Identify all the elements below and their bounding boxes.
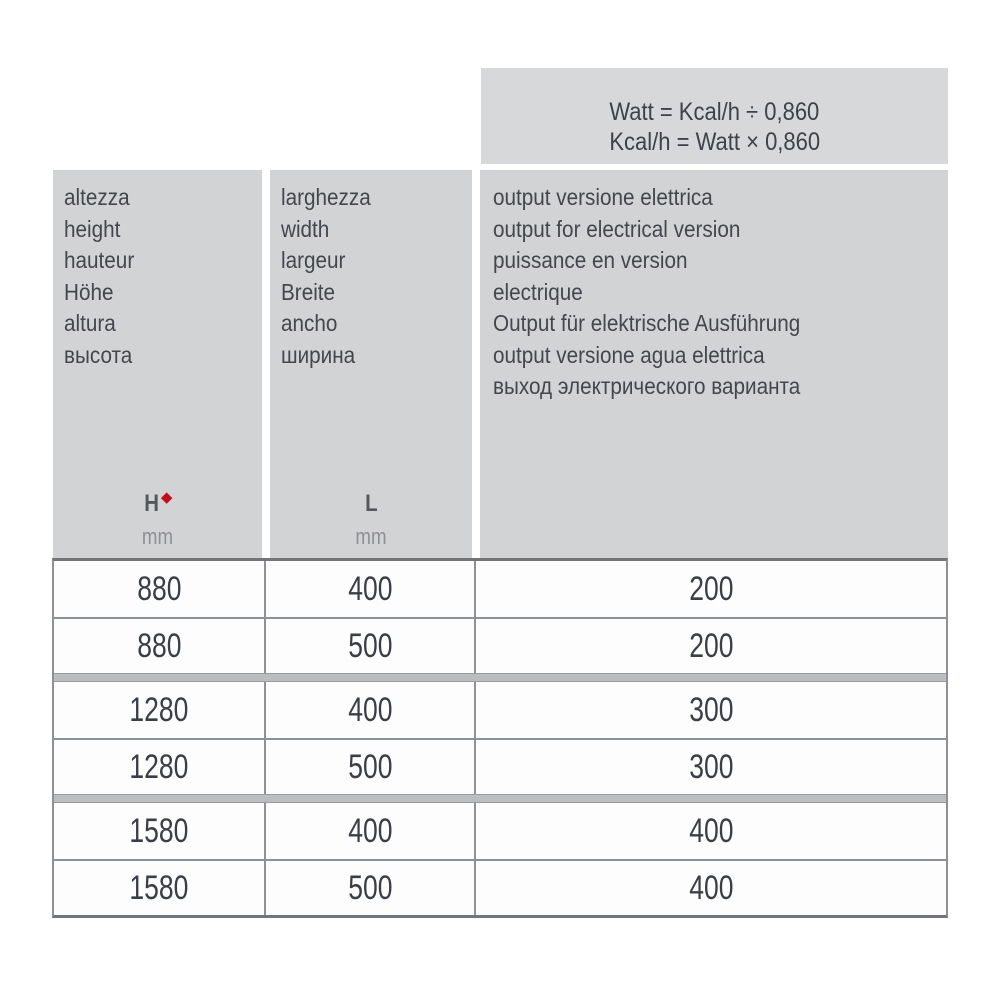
output-label: output versione elettrica (493, 184, 713, 210)
height-cell (54, 619, 264, 673)
width-label-list (270, 170, 472, 371)
output-label: Output für elektrische Ausführung (493, 310, 801, 336)
cell-value: 400 (347, 690, 393, 729)
output-label: output versione agua elettrica (493, 341, 765, 368)
cell-value: 1580 (129, 868, 189, 907)
height-cell (54, 682, 264, 738)
output-column-header (480, 170, 948, 558)
cell-value: 200 (688, 626, 734, 665)
table-row (54, 859, 946, 915)
output-cell (476, 740, 946, 794)
cell-value: 500 (347, 868, 393, 907)
height-label: hauteur (64, 247, 135, 273)
cell-value: 400 (688, 868, 734, 907)
cell-value: 300 (688, 747, 734, 786)
width-cell (264, 740, 476, 794)
cell-value: 400 (347, 811, 393, 850)
conversion-formula-box (481, 68, 948, 164)
width-cell (264, 682, 476, 738)
height-label: Höhe (64, 278, 114, 305)
cell-value: 400 (688, 811, 734, 850)
width-label: width (281, 215, 330, 242)
spec-table (52, 558, 948, 918)
height-symbol-line (53, 483, 262, 522)
output-cell (476, 803, 946, 859)
height-symbol: H (143, 490, 159, 517)
width-label: ancho (281, 310, 338, 336)
width-symbol-line (270, 489, 472, 522)
width-column-header (270, 170, 472, 558)
height-column-header (53, 170, 262, 558)
height-label: altezza (64, 184, 130, 210)
height-cell (54, 740, 264, 794)
red-diamond-icon: ◆ (160, 489, 173, 506)
output-label: output for electrical version (493, 215, 741, 242)
width-cell (264, 803, 476, 859)
table-row (54, 617, 946, 673)
height-label: altura (64, 310, 116, 336)
group-separator (54, 673, 946, 682)
output-cell (476, 619, 946, 673)
table-row (54, 682, 946, 738)
width-label: ширина (281, 341, 356, 368)
width-label: Breite (281, 278, 336, 305)
cell-value: 200 (688, 569, 734, 608)
cell-value: 300 (688, 690, 734, 729)
height-cell (54, 861, 264, 915)
output-cell (476, 561, 946, 617)
width-unit: mm (355, 524, 387, 549)
cell-value: 880 (136, 626, 182, 665)
height-label: height (64, 215, 121, 242)
height-unit-block (53, 483, 262, 552)
height-unit: mm (141, 524, 174, 549)
table-row (54, 561, 946, 617)
output-label-list (480, 170, 948, 403)
cell-value: 1580 (129, 811, 189, 850)
width-cell (264, 861, 476, 915)
table-row (54, 803, 946, 859)
width-label: largeur (281, 247, 346, 273)
width-unit-block (270, 489, 472, 552)
formula-line-watt: Watt = Kcal/h ÷ 0,860 (609, 98, 820, 126)
output-cell (476, 861, 946, 915)
formula-line-kcal: Kcal/h = Watt × 0,860 (609, 128, 820, 156)
height-cell (54, 803, 264, 859)
cell-value: 500 (347, 626, 393, 665)
width-cell (264, 619, 476, 673)
height-label: высота (64, 341, 133, 368)
cell-value: 500 (347, 747, 393, 786)
output-label: electrique (493, 278, 583, 305)
height-label-list (53, 170, 262, 371)
cell-value: 880 (136, 569, 182, 608)
width-symbol: L (364, 490, 378, 517)
height-cell (54, 561, 264, 617)
table-row (54, 738, 946, 794)
output-label: выход электрического варианта (493, 373, 801, 399)
output-label: puissance en version (493, 247, 688, 273)
group-separator (54, 794, 946, 803)
cell-value: 1280 (129, 747, 189, 786)
width-cell (264, 561, 476, 617)
width-label: larghezza (281, 184, 371, 210)
cell-value: 400 (347, 569, 393, 608)
cell-value: 1280 (129, 690, 189, 729)
output-cell (476, 682, 946, 738)
